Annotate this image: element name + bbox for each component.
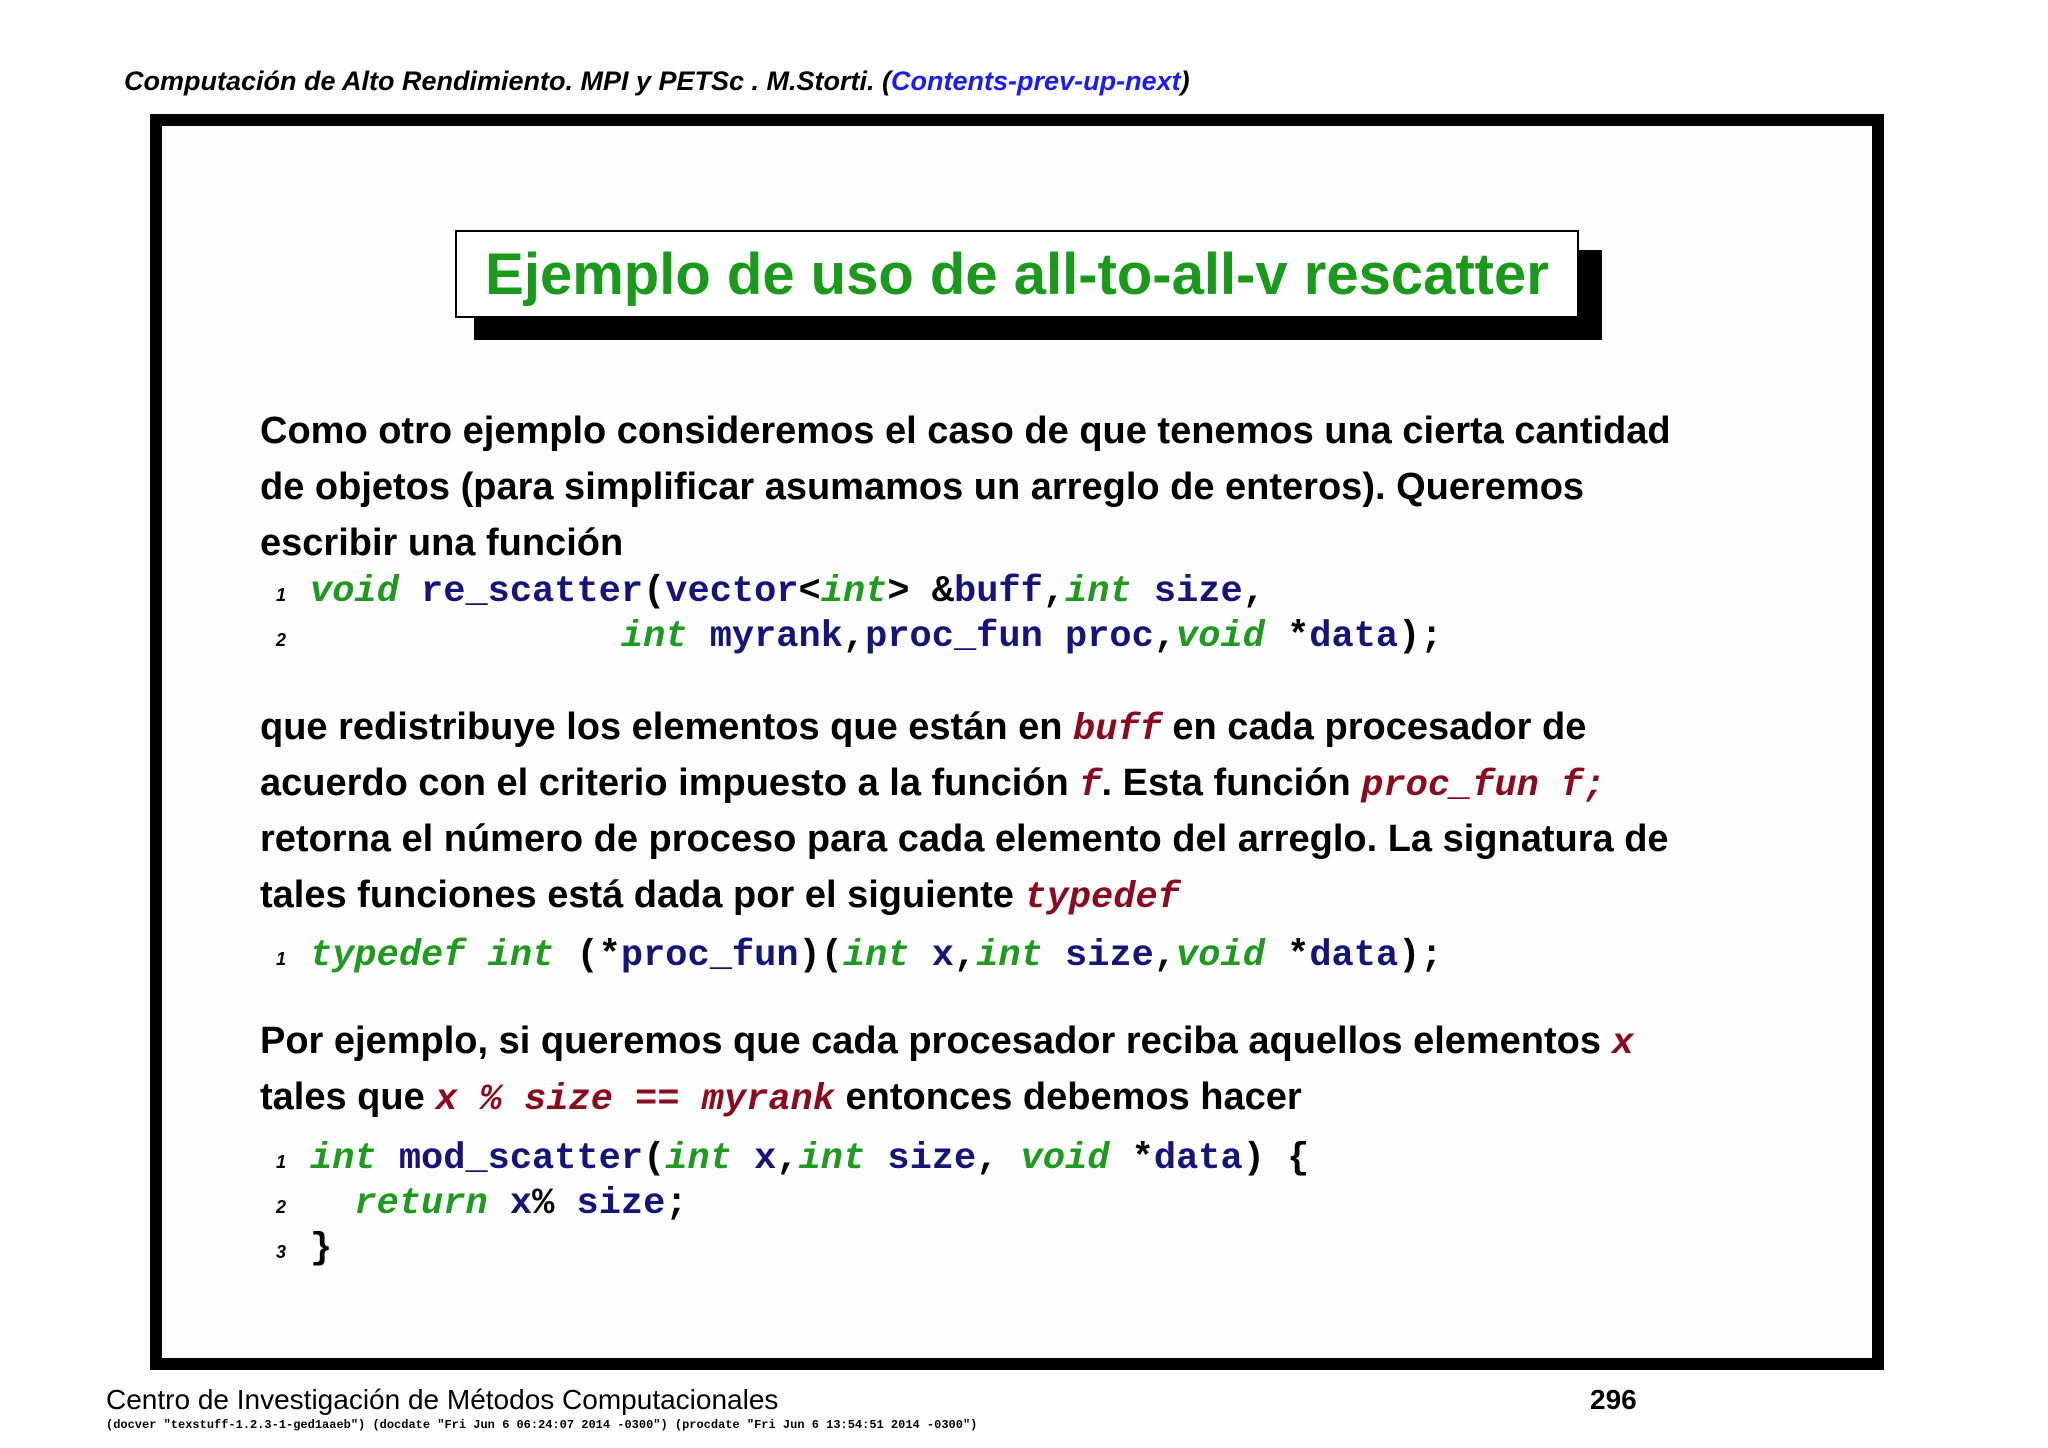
- inline-code: typedef: [1024, 877, 1180, 919]
- code-token: )(: [798, 935, 843, 977]
- code-token: proc_fun: [865, 616, 1043, 658]
- text-span: Por ejemplo, si queremos que cada procesador reciba aquellos elementos: [260, 1020, 1612, 1062]
- line-number: 1: [276, 585, 287, 605]
- code-line: [276, 570, 1443, 615]
- code-token: buff: [954, 571, 1043, 613]
- code-token: int: [820, 571, 888, 613]
- code-token: typedef: [310, 935, 466, 977]
- code-block-typedef: [276, 934, 1443, 979]
- code-token: int: [1065, 571, 1132, 613]
- text-span: tales funciones está dada por el siguiente: [260, 874, 1025, 916]
- code-token: ,: [976, 1138, 1021, 1180]
- code-token: proc_fun: [620, 935, 799, 977]
- code-line: [276, 1182, 1309, 1227]
- line-number: 1: [276, 949, 287, 969]
- code-token: > &: [887, 571, 954, 613]
- code-token: re_scatter: [398, 571, 644, 613]
- code-token: size: [1131, 571, 1243, 613]
- slide-title: Ejemplo de uso de all-to-all-v rescatter: [455, 230, 1579, 318]
- code-token: x: [487, 1183, 533, 1225]
- code-token: );: [1398, 616, 1443, 658]
- inline-code: buff: [1073, 709, 1162, 751]
- prev-link[interactable]: prev: [1017, 66, 1075, 96]
- text-span: entonces debemos hacer: [834, 1076, 1302, 1118]
- code-indent: [310, 1183, 354, 1225]
- next-link[interactable]: next: [1125, 66, 1181, 96]
- code-token: %: [532, 1183, 555, 1225]
- code-block-mod-scatter: [276, 1137, 1309, 1272]
- paragraph-description: [260, 699, 1820, 923]
- nav-separator: -: [1008, 66, 1018, 96]
- code-token: int: [310, 1138, 377, 1180]
- line-number: 1: [276, 1152, 287, 1172]
- code-token: *: [1264, 616, 1310, 658]
- code-block-signature: [276, 570, 1443, 660]
- code-token: mod_scatter: [376, 1138, 644, 1180]
- nav-separator: -: [1116, 66, 1126, 96]
- code-token: ;: [665, 1183, 688, 1225]
- code-line: [276, 1227, 1309, 1272]
- code-token: size: [1042, 935, 1154, 977]
- code-token: int: [842, 935, 910, 977]
- inline-code: x % size == myrank: [435, 1079, 835, 1121]
- code-token: int: [620, 616, 688, 658]
- code-token: x: [909, 935, 954, 977]
- code-token: int: [976, 935, 1043, 977]
- code-token: *: [1109, 1138, 1154, 1180]
- code-token: myrank: [687, 616, 843, 658]
- line-number: 2: [276, 630, 287, 650]
- page-number: 296: [1590, 1384, 1637, 1415]
- text-span: . Esta función: [1101, 762, 1362, 804]
- text-line: Como otro ejemplo consideremos el caso de que tenemos una cierta cantidad: [260, 410, 1671, 452]
- code-line: [276, 934, 1443, 979]
- nav-separator: -: [1074, 66, 1084, 96]
- code-token: void: [1176, 935, 1265, 977]
- line-number: 3: [276, 1242, 287, 1262]
- paragraph-example: [260, 1013, 1820, 1125]
- header-title: [124, 66, 1190, 97]
- inline-code: proc_fun f;: [1361, 765, 1606, 807]
- inline-code: f: [1079, 765, 1102, 807]
- code-token: int: [465, 935, 555, 977]
- code-token: x: [731, 1138, 777, 1180]
- code-token: void: [1020, 1138, 1110, 1180]
- code-token: ,: [1153, 935, 1177, 977]
- text-span: en cada procesador de: [1161, 706, 1587, 748]
- text-line: [260, 755, 1820, 811]
- code-token: (: [643, 571, 666, 613]
- code-token: <: [798, 571, 821, 613]
- code-token: void: [310, 571, 399, 613]
- text-span: que redistribuye los elementos que están en: [260, 706, 1074, 748]
- header-prefix: Computación de Alto Rendimiento. MPI y PETSc . M.Storti. (: [124, 66, 892, 96]
- code-token: data: [1309, 616, 1399, 658]
- code-token: proc: [1042, 616, 1154, 658]
- code-token: void: [1176, 616, 1265, 658]
- code-token: int: [798, 1138, 866, 1180]
- text-line: retorna el número de proceso para cada elemento del arreglo. La signatura de: [260, 818, 1669, 860]
- code-token: ,: [1042, 571, 1066, 613]
- text-span: acuerdo con el criterio impuesto a la función: [260, 762, 1080, 804]
- code-token: ,: [1153, 616, 1177, 658]
- text-line: de objetos (para simplificar asumamos un arreglo de enteros). Queremos: [260, 466, 1585, 508]
- code-token: return: [354, 1183, 488, 1225]
- up-link[interactable]: up: [1083, 66, 1117, 96]
- text-line: [260, 1013, 1820, 1069]
- code-token: *: [1264, 935, 1310, 977]
- text-span: tales que: [260, 1076, 436, 1118]
- code-line: [276, 1137, 1309, 1182]
- code-token: size: [865, 1138, 977, 1180]
- text-line: escribir una función: [260, 522, 624, 564]
- code-token: ,: [776, 1138, 799, 1180]
- code-token: }: [310, 1228, 333, 1270]
- code-token: data: [1153, 1138, 1243, 1180]
- code-token: size: [554, 1183, 666, 1225]
- code-line: [276, 615, 1443, 660]
- code-token: ) {: [1242, 1138, 1310, 1180]
- code-token: ,: [842, 616, 866, 658]
- code-token: vector: [665, 571, 799, 613]
- code-token: data: [1309, 935, 1399, 977]
- inline-code: x: [1611, 1023, 1634, 1065]
- code-token: (: [643, 1138, 666, 1180]
- footer-institution: Centro de Investigación de Métodos Computacionales: [106, 1384, 779, 1415]
- code-token: int: [665, 1138, 732, 1180]
- code-token: ,: [954, 935, 977, 977]
- text-line: [260, 1069, 1820, 1125]
- code-indent: [310, 616, 621, 658]
- paragraph-intro: [260, 403, 1820, 571]
- line-number: 2: [276, 1197, 287, 1217]
- code-token: );: [1398, 935, 1443, 977]
- text-line: [260, 699, 1820, 755]
- docver-line: (docver "texstuff-1.2.3-1-ged1aaeb") (docdate "Fri Jun 6 06:24:07 2014 -0300") (procdate "Fri Jun 6 13:54:51 2014 -0300"): [106, 1418, 978, 1432]
- text-line: [260, 867, 1820, 923]
- contents-link[interactable]: Contents: [891, 66, 1009, 96]
- code-token: ,: [1242, 571, 1265, 613]
- code-token: (*: [554, 935, 621, 977]
- header-suffix: ): [1180, 66, 1190, 96]
